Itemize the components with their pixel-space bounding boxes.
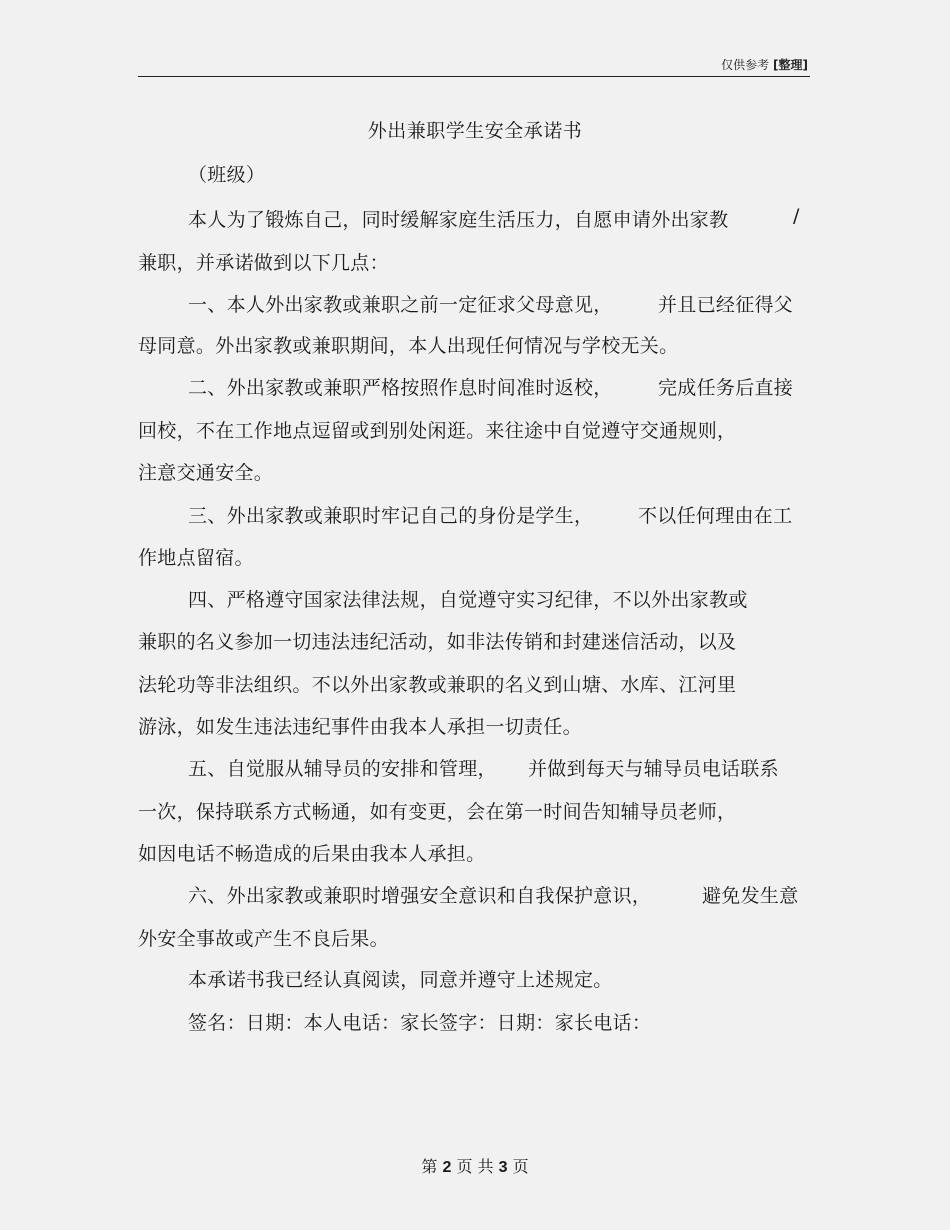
item4-line-4: 游泳，如发生违法违纪事件由我本人承担一切责任。 xyxy=(138,716,582,738)
item4-line-1: 四、严格遵守国家法律法规，自觉遵守实习纪律，不以外出家教或 xyxy=(188,589,748,611)
item3-line-1b: 不以任何理由在工 xyxy=(638,505,793,527)
page-footer xyxy=(0,1154,950,1177)
item2-line-1a: 二、外出家教或兼职严格按照作息时间准时返校， xyxy=(188,377,613,399)
item3-line-1a: 三、外出家教或兼职时牢记自己的身份是学生， xyxy=(188,505,594,527)
header-divider xyxy=(138,76,810,77)
item2-line-1b: 完成任务后直接 xyxy=(658,377,794,399)
item1-line-1b: 并且已经征得父 xyxy=(658,294,794,316)
item2-line-2: 回校，不在工作地点逗留或到别处闲逛。来往途中自觉遵守交通规则， xyxy=(138,420,737,442)
footer-total-pages: 3 xyxy=(498,1159,508,1176)
item4-line-3: 法轮功等非法组织。不以外出家教或兼职的名义到山塘、水库、江河里 xyxy=(138,674,737,696)
intro-line-1: 本人为了锻炼自己，同时缓解家庭生活压力，自愿申请外出家教 xyxy=(188,209,729,231)
item6-line-1b: 避免发生意 xyxy=(702,885,799,907)
item1-line-1a: 一、本人外出家教或兼职之前一定征求父母意见， xyxy=(188,294,613,316)
item5-line-3: 如因电话不畅造成的后果由我本人承担。 xyxy=(138,843,486,865)
intro-line-2: 兼职，并承诺做到以下几点： xyxy=(138,252,389,274)
closing-statement: 本承诺书我已经认真阅读，同意并遵守上述规定。 xyxy=(188,969,613,991)
header-note xyxy=(721,56,808,73)
item2-line-3: 注意交通安全。 xyxy=(138,462,274,484)
footer-mid: 页 共 xyxy=(456,1157,494,1176)
item6-line-1a: 六、外出家教或兼职时增强安全意识和自我保护意识， xyxy=(188,885,652,907)
item5-line-1a: 五、自觉服从辅导员的安排和管理， xyxy=(188,758,497,780)
footer-suffix: 页 xyxy=(512,1157,529,1176)
item3-line-2: 作地点留宿。 xyxy=(138,547,254,569)
document-title: 外出兼职学生安全承诺书 xyxy=(367,120,583,142)
footer-prefix: 第 xyxy=(421,1157,438,1176)
signature-line: 签名：日期：本人电话：家长签字：日期：家长电话： xyxy=(188,1012,652,1034)
class-label: （班级） xyxy=(188,164,266,186)
item6-line-2: 外安全事故或产生不良后果。 xyxy=(138,928,389,950)
footer-page-number: 2 xyxy=(442,1159,452,1176)
intro-slash: / xyxy=(793,205,800,227)
header-tag: [整理] xyxy=(773,58,808,72)
item5-line-2: 一次，保持联系方式畅通，如有变更，会在第一时间告知辅导员老师， xyxy=(138,801,737,823)
item4-line-2: 兼职的名义参加一切违法违纪活动，如非法传销和封建迷信活动，以及 xyxy=(138,631,737,653)
item1-line-2: 母同意。外出家教或兼职期间，本人出现任何情况与学校无关。 xyxy=(138,335,679,357)
item5-line-1b: 并做到每天与辅导员电话联系 xyxy=(528,758,779,780)
header-reference-text: 仅供参考 xyxy=(721,58,770,72)
